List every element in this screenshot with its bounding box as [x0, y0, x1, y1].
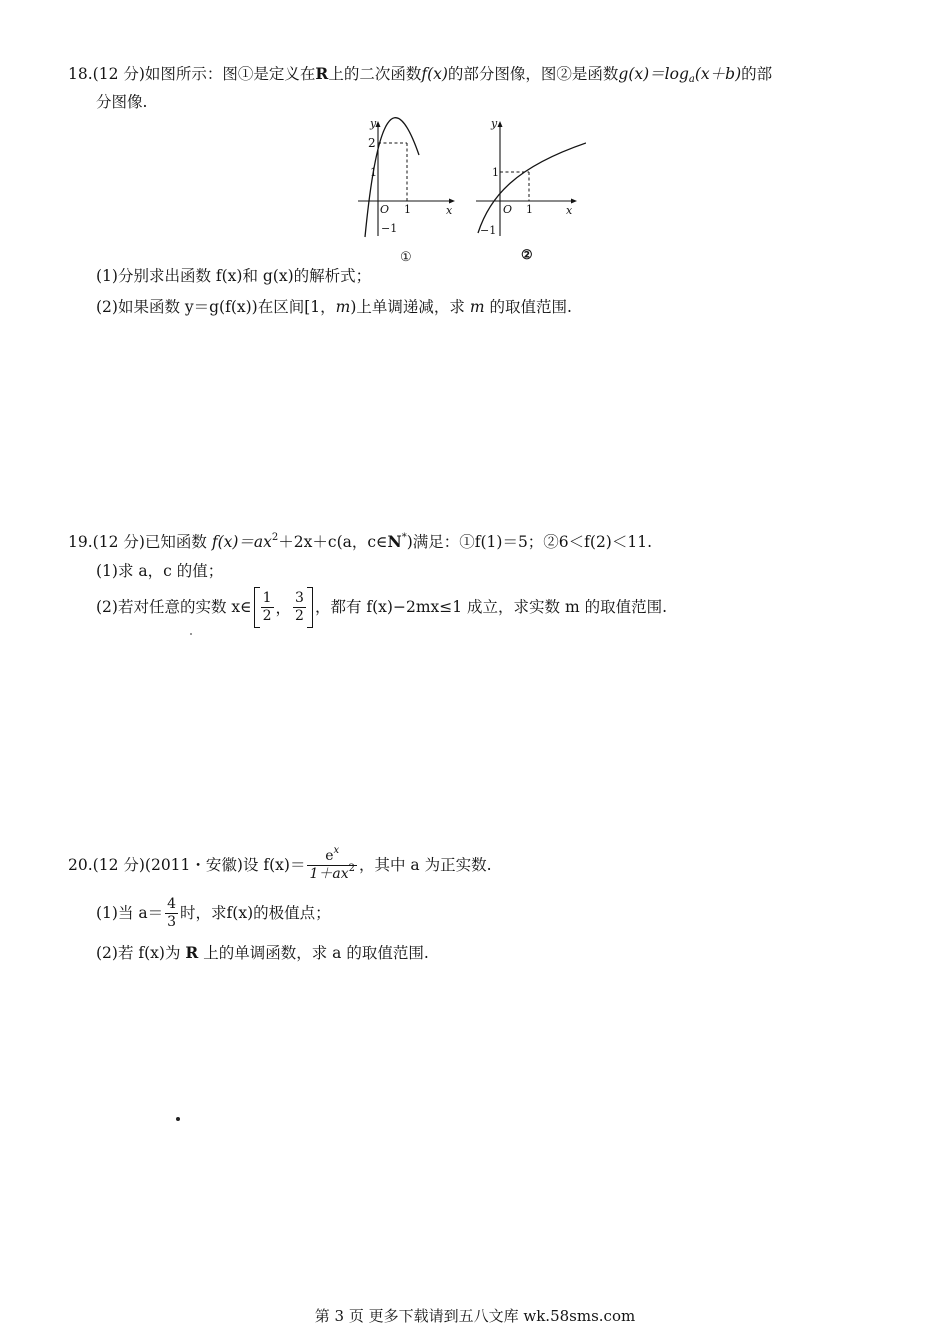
- q20-a-num: 4: [167, 895, 177, 912]
- graph-1-figure: [356, 112, 460, 264]
- graph-2-caption: ②: [521, 248, 533, 263]
- graph-2-x-arrow: [571, 199, 577, 204]
- q20-stem-b: ，其中 a 为正实数.: [358, 856, 492, 874]
- q20-fraction: [307, 844, 357, 883]
- graph-2-x-label: x: [566, 204, 573, 217]
- q19-stem: [68, 532, 652, 552]
- scan-speck: [190, 633, 192, 635]
- q18-set-r: R: [315, 64, 329, 83]
- q18-part2-c: 的取值范围.: [489, 298, 572, 316]
- q19-part1-text: (1)求 a，c 的值；: [96, 562, 224, 580]
- graph-2-tick-neg1: −1: [480, 224, 497, 237]
- graph-1-x-arrow: [449, 199, 455, 204]
- q18-intro-line2: 分图像.: [96, 93, 148, 111]
- q19-interval-bracket: [254, 587, 313, 628]
- q18-part2-m2: m: [469, 298, 485, 316]
- q19-score: (12 分): [92, 533, 145, 551]
- q18-line2: [96, 92, 147, 112]
- q20-part1-a: (1)当 a＝: [96, 904, 164, 922]
- q18-gx-arg: (x＋b): [694, 65, 742, 83]
- graph-2-tick-x1: 1: [526, 203, 533, 216]
- q19-func: f(x)＝ax: [211, 533, 272, 551]
- graph-1-tick-2: 2: [368, 136, 376, 150]
- graph-1-tick-x1: 1: [404, 203, 411, 216]
- q19-frac-1: [261, 590, 274, 625]
- q19-frac-2: [293, 590, 306, 625]
- q18-intro-c: 的部分图像，图②是函数: [447, 65, 619, 83]
- q20-num-e: e: [325, 847, 334, 864]
- q19-frac-2-den: 2: [295, 608, 304, 624]
- graph-1-caption: ①: [400, 250, 412, 264]
- q20-part2-b: 上的单调函数，求 a 的取值范围.: [203, 944, 429, 962]
- graph-1-origin-label: O: [380, 203, 390, 216]
- q19-frac-2-num: 3: [295, 590, 304, 606]
- q20-number: 20.: [68, 856, 93, 874]
- q20-a-den: 3: [167, 913, 177, 930]
- q20-part1-b: 时，求f(x)的极值点；: [180, 904, 331, 922]
- q18-score: (12 分): [92, 65, 145, 83]
- scan-speck: [176, 1117, 180, 1121]
- graph-2-log-curve: [478, 143, 586, 233]
- graph-2-tick-1: 1: [492, 166, 499, 179]
- q20-part2-a: (2)若 f(x)为: [96, 944, 181, 962]
- graph-1-y-label: y: [370, 117, 377, 130]
- q20-stem: [68, 842, 492, 886]
- q19-part2-b: ，都有 f(x)−2mx≤1 成立，求实数 m 的取值范围.: [314, 598, 668, 616]
- q18-intro-b: 上的二次函数: [328, 65, 422, 83]
- q19-exp2: 2: [271, 532, 279, 543]
- q19-stem-a: 已知函数: [144, 533, 207, 551]
- q19-number: 19.: [68, 533, 93, 551]
- q18-gx: g(x)＝log: [618, 65, 689, 83]
- q18-part2-m: m: [335, 298, 351, 316]
- graph-2-figure: [474, 112, 586, 264]
- q20-part1: [96, 890, 331, 934]
- q19-stem-b: )满足：①f(1)＝5；②6＜f(2)＜11.: [406, 533, 653, 551]
- q20-score: (12 分): [92, 856, 145, 874]
- graph-2-y-label: y: [491, 117, 498, 130]
- q18-part2-b: )上单调递减，求: [350, 298, 465, 316]
- q19-part2-a: (2)若对任意的实数 x∈: [96, 598, 252, 616]
- graph-2-origin-label: O: [503, 203, 513, 216]
- q18-intro-d: 的部: [741, 65, 773, 83]
- q18-intro-a: 如图所示：图①是定义在: [144, 65, 316, 83]
- q20-den-exp: 2: [348, 862, 355, 874]
- q19-part2: [96, 586, 667, 626]
- q18-log-base: a: [688, 74, 695, 85]
- q18-line1: [68, 64, 772, 84]
- q20-denominator: [307, 862, 357, 883]
- q19-frac-1-num: 1: [262, 590, 272, 606]
- graph-1-tick-1: 1: [370, 166, 377, 179]
- q19-interval-comma: ，: [275, 598, 292, 617]
- q19-set-n: N: [387, 532, 402, 551]
- q18-fx: f(x): [421, 65, 448, 83]
- q19-func-b: ＋2x＋c(a，c∈: [278, 533, 388, 551]
- q19-frac-1-den: 2: [262, 608, 272, 624]
- q20-den: 1＋ax: [309, 865, 349, 882]
- q18-part2: [96, 297, 572, 317]
- q18-part1: [96, 266, 371, 286]
- q18-part2-a: (2)如果函数 y＝g(f(x))在区间[1，: [96, 298, 336, 316]
- q20-set-r: R: [185, 943, 199, 962]
- q18-number: 18.: [68, 65, 93, 83]
- q20-num-exp: x: [333, 844, 340, 856]
- graph-1-y-arrow: [376, 121, 381, 127]
- graph-1-tick-neg1: −1: [381, 222, 398, 235]
- q19-part1: [96, 561, 223, 581]
- q20-a-fraction: [165, 896, 178, 931]
- q18-part1-text: (1)分别求出函数 f(x)和 g(x)的解析式；: [96, 267, 372, 285]
- graph-2-y-arrow: [498, 121, 503, 127]
- q20-part2: [96, 943, 429, 963]
- q20-source: (2011・安徽): [144, 856, 243, 874]
- q20-stem-a: 设 f(x)＝: [242, 856, 306, 874]
- q19-star: *: [401, 532, 407, 543]
- page-footer: 第 3 页 更多下载请到五八文库 wk.58sms.com: [314, 1307, 636, 1325]
- graph-1-x-label: x: [446, 204, 453, 217]
